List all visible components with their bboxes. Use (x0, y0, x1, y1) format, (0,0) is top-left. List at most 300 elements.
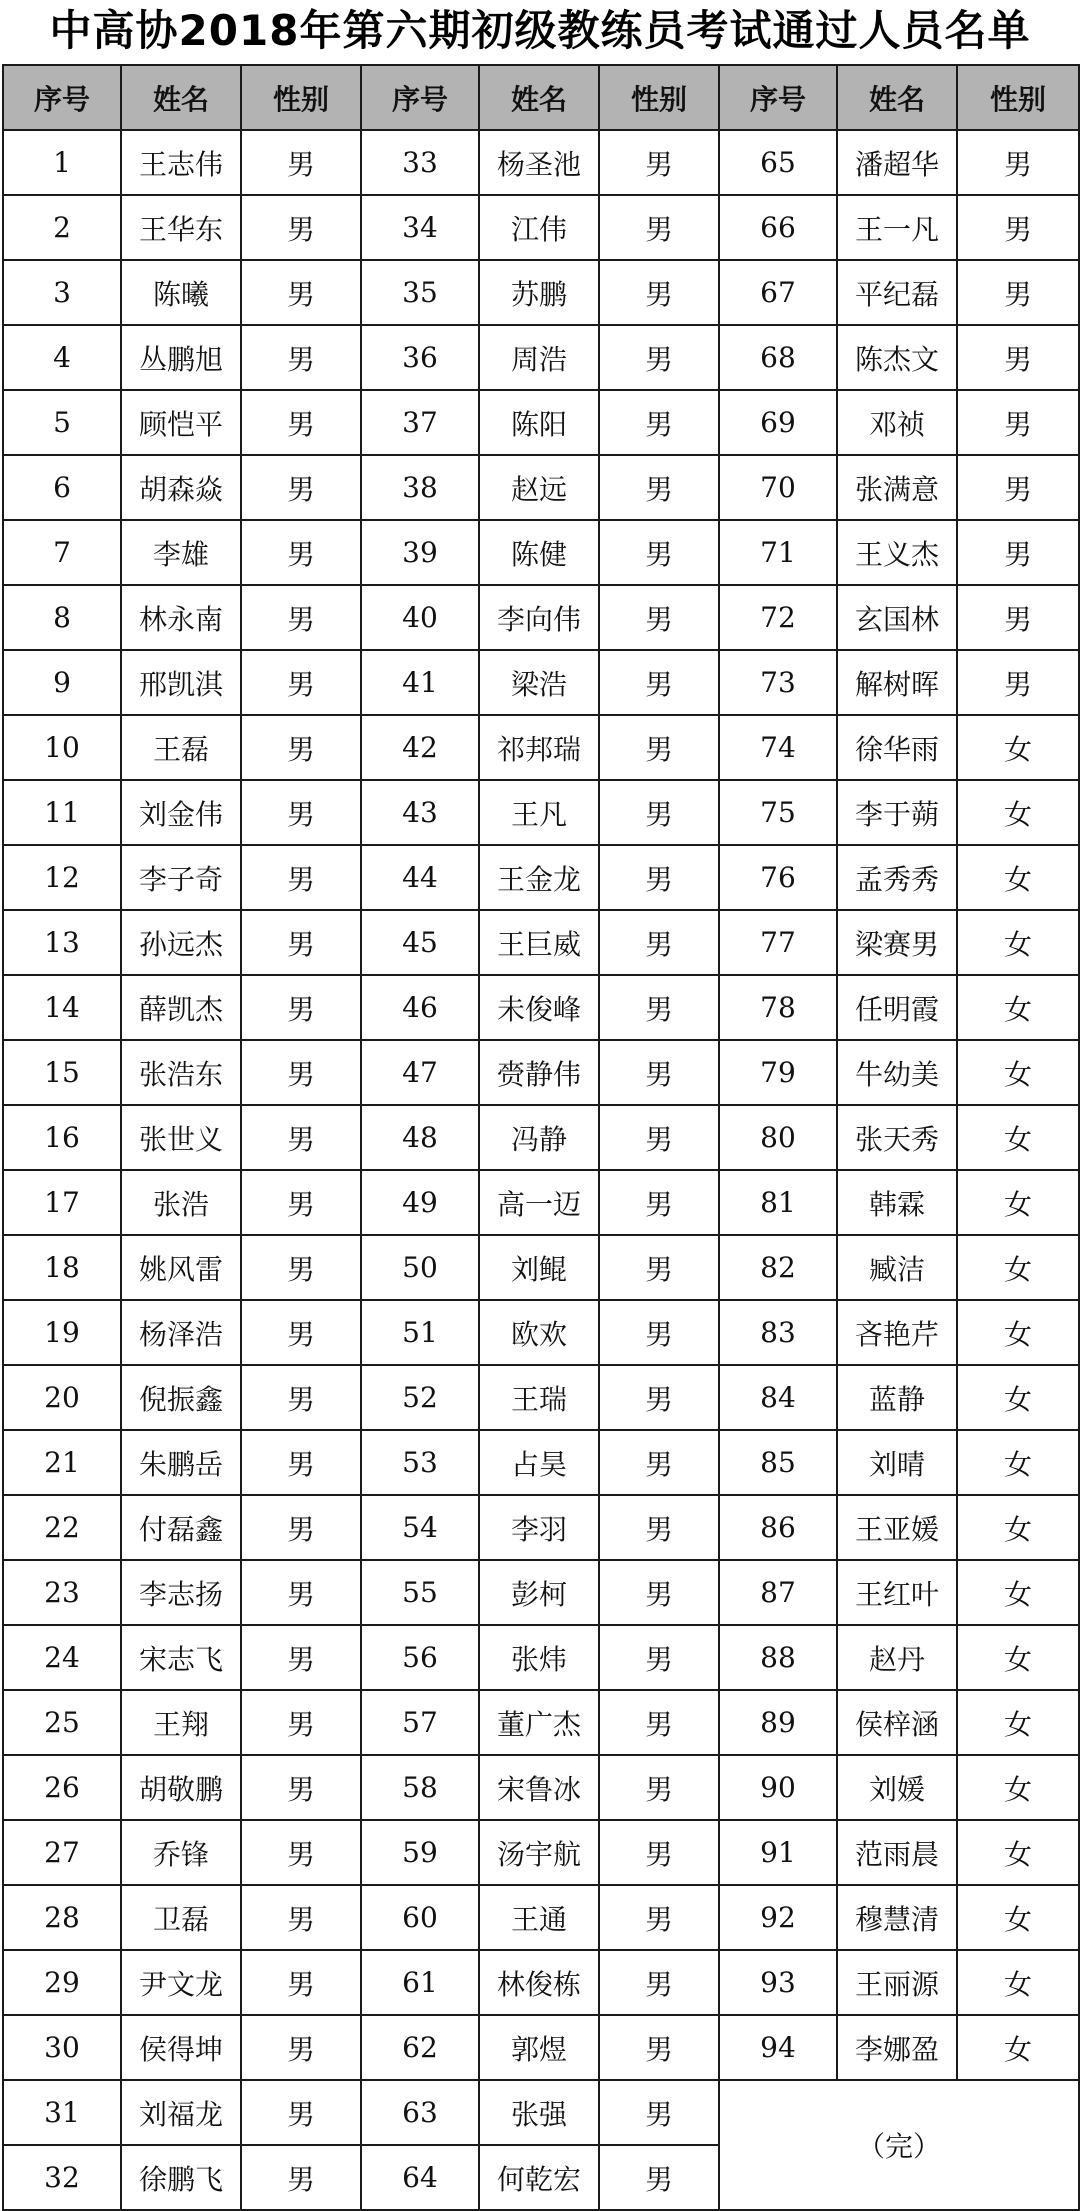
cell-seq: 58 (361, 1755, 479, 1820)
cell-gender: 男 (957, 260, 1079, 325)
cell-seq: 25 (3, 1690, 121, 1755)
cell-name: 王金龙 (479, 845, 599, 910)
cell-name: 苏鹏 (479, 260, 599, 325)
header-name: 姓名 (121, 65, 241, 130)
table-row (3, 1105, 1079, 1170)
cell-gender: 男 (599, 780, 719, 845)
cell-gender: 男 (957, 650, 1079, 715)
cell-seq: 12 (3, 845, 121, 910)
cell-name: 邓祯 (837, 390, 957, 455)
cell-seq: 2 (3, 195, 121, 260)
cell-seq: 84 (719, 1365, 837, 1430)
cell-name: 胡森焱 (121, 455, 241, 520)
cell-name: 何乾宏 (479, 2145, 599, 2210)
cell-seq: 81 (719, 1170, 837, 1235)
cell-seq: 88 (719, 1625, 837, 1690)
cell-gender: 男 (241, 1755, 361, 1820)
cell-gender: 男 (241, 1430, 361, 1495)
table-row (3, 715, 1079, 780)
cell-seq: 53 (361, 1430, 479, 1495)
cell-gender: 男 (241, 455, 361, 520)
cell-gender: 男 (599, 520, 719, 585)
cell-gender: 男 (241, 1560, 361, 1625)
cell-name: 王凡 (479, 780, 599, 845)
cell-name: 汤宇航 (479, 1820, 599, 1885)
cell-seq: 14 (3, 975, 121, 1040)
cell-gender: 男 (241, 130, 361, 195)
cell-gender: 男 (241, 650, 361, 715)
cell-gender: 男 (599, 2015, 719, 2080)
cell-name: 冯静 (479, 1105, 599, 1170)
end-mark: （完） (719, 2080, 1079, 2210)
cell-gender: 女 (957, 1820, 1079, 1885)
cell-name: 付磊鑫 (121, 1495, 241, 1560)
table-row (3, 390, 1079, 455)
cell-name: 陈杰文 (837, 325, 957, 390)
table-row (3, 1625, 1079, 1690)
cell-seq: 71 (719, 520, 837, 585)
table-row (3, 1170, 1079, 1235)
cell-name: 张浩东 (121, 1040, 241, 1105)
cell-seq: 41 (361, 650, 479, 715)
cell-seq: 3 (3, 260, 121, 325)
cell-gender: 男 (599, 650, 719, 715)
cell-name: 李向伟 (479, 585, 599, 650)
table-row (3, 1950, 1079, 2015)
cell-name: 卫磊 (121, 1885, 241, 1950)
cell-name: 丛鹏旭 (121, 325, 241, 390)
cell-name: 李羽 (479, 1495, 599, 1560)
cell-seq: 21 (3, 1430, 121, 1495)
cell-gender: 男 (599, 1755, 719, 1820)
cell-gender: 男 (599, 195, 719, 260)
table-row (3, 1235, 1079, 1300)
cell-seq: 60 (361, 1885, 479, 1950)
cell-name: 王磊 (121, 715, 241, 780)
cell-seq: 56 (361, 1625, 479, 1690)
cell-gender: 女 (957, 1690, 1079, 1755)
cell-name: 李子奇 (121, 845, 241, 910)
roster-body (3, 130, 1079, 2210)
table-row (3, 1690, 1079, 1755)
cell-seq: 36 (361, 325, 479, 390)
cell-seq: 23 (3, 1560, 121, 1625)
cell-seq: 1 (3, 130, 121, 195)
cell-name: 王志伟 (121, 130, 241, 195)
header-gender: 性别 (241, 65, 361, 130)
cell-seq: 65 (719, 130, 837, 195)
header-gender: 性别 (957, 65, 1079, 130)
cell-gender: 女 (957, 1105, 1079, 1170)
table-row (3, 1495, 1079, 1560)
cell-name: 邢凯淇 (121, 650, 241, 715)
cell-seq: 83 (719, 1300, 837, 1365)
cell-seq: 30 (3, 2015, 121, 2080)
cell-seq: 85 (719, 1430, 837, 1495)
cell-gender: 男 (241, 910, 361, 975)
cell-seq: 39 (361, 520, 479, 585)
table-row (3, 780, 1079, 845)
cell-gender: 男 (599, 390, 719, 455)
cell-gender: 男 (599, 585, 719, 650)
cell-seq: 67 (719, 260, 837, 325)
cell-seq: 54 (361, 1495, 479, 1560)
cell-name: 穆慧清 (837, 1885, 957, 1950)
cell-gender: 男 (599, 715, 719, 780)
table-row (3, 1820, 1079, 1885)
cell-gender: 男 (241, 1495, 361, 1560)
cell-seq: 20 (3, 1365, 121, 1430)
cell-name: 王义杰 (837, 520, 957, 585)
cell-name: 赍静伟 (479, 1040, 599, 1105)
cell-gender: 男 (599, 260, 719, 325)
cell-gender: 女 (957, 845, 1079, 910)
cell-gender: 男 (957, 195, 1079, 260)
table-row (3, 2015, 1079, 2080)
cell-gender: 男 (599, 2145, 719, 2210)
cell-name: 林俊栋 (479, 1950, 599, 2015)
cell-name: 侯得坤 (121, 2015, 241, 2080)
cell-name: 张浩 (121, 1170, 241, 1235)
cell-name: 徐鹏飞 (121, 2145, 241, 2210)
cell-name: 周浩 (479, 325, 599, 390)
cell-seq: 66 (719, 195, 837, 260)
cell-gender: 男 (241, 1300, 361, 1365)
cell-gender: 男 (957, 325, 1079, 390)
cell-name: 孙远杰 (121, 910, 241, 975)
cell-name: 薛凯杰 (121, 975, 241, 1040)
cell-gender: 男 (599, 455, 719, 520)
cell-name: 王红叶 (837, 1560, 957, 1625)
cell-name: 范雨晨 (837, 1820, 957, 1885)
cell-seq: 51 (361, 1300, 479, 1365)
cell-name: 陈健 (479, 520, 599, 585)
cell-seq: 55 (361, 1560, 479, 1625)
cell-gender: 女 (957, 1885, 1079, 1950)
cell-gender: 男 (599, 1560, 719, 1625)
cell-name: 杨泽浩 (121, 1300, 241, 1365)
cell-seq: 43 (361, 780, 479, 845)
table-row (3, 130, 1079, 195)
table-row (3, 1430, 1079, 1495)
roster-table (2, 64, 1080, 2211)
cell-name: 郭煜 (479, 2015, 599, 2080)
cell-gender: 男 (241, 845, 361, 910)
cell-name: 祁邦瑞 (479, 715, 599, 780)
cell-gender: 男 (241, 1365, 361, 1430)
cell-name: 王丽源 (837, 1950, 957, 2015)
cell-seq: 90 (719, 1755, 837, 1820)
cell-gender: 男 (599, 910, 719, 975)
cell-name: 牛幼美 (837, 1040, 957, 1105)
cell-seq: 4 (3, 325, 121, 390)
table-row (3, 975, 1079, 1040)
cell-seq: 47 (361, 1040, 479, 1105)
cell-name: 姚风雷 (121, 1235, 241, 1300)
header-name: 姓名 (837, 65, 957, 130)
cell-name: 欧欢 (479, 1300, 599, 1365)
cell-name: 王翔 (121, 1690, 241, 1755)
cell-gender: 男 (241, 520, 361, 585)
cell-name: 蓝静 (837, 1365, 957, 1430)
cell-seq: 59 (361, 1820, 479, 1885)
cell-gender: 男 (599, 1430, 719, 1495)
cell-gender: 男 (599, 325, 719, 390)
cell-name: 张天秀 (837, 1105, 957, 1170)
cell-name: 赵丹 (837, 1625, 957, 1690)
cell-seq: 70 (719, 455, 837, 520)
cell-gender: 女 (957, 1170, 1079, 1235)
cell-name: 陈阳 (479, 390, 599, 455)
cell-seq: 37 (361, 390, 479, 455)
cell-seq: 91 (719, 1820, 837, 1885)
cell-gender: 女 (957, 1365, 1079, 1430)
cell-name: 朱鹏岳 (121, 1430, 241, 1495)
table-row (3, 1300, 1079, 1365)
table-row (3, 1040, 1079, 1105)
cell-name: 玄国林 (837, 585, 957, 650)
cell-seq: 5 (3, 390, 121, 455)
cell-name: 董广杰 (479, 1690, 599, 1755)
cell-gender: 男 (957, 585, 1079, 650)
table-row (3, 455, 1079, 520)
cell-gender: 男 (599, 1235, 719, 1300)
cell-name: 王瑞 (479, 1365, 599, 1430)
cell-gender: 女 (957, 910, 1079, 975)
cell-name: 刘金伟 (121, 780, 241, 845)
cell-gender: 男 (241, 2145, 361, 2210)
cell-name: 张满意 (837, 455, 957, 520)
cell-seq: 11 (3, 780, 121, 845)
cell-gender: 男 (599, 130, 719, 195)
cell-name: 张炜 (479, 1625, 599, 1690)
cell-name: 刘晴 (837, 1430, 957, 1495)
cell-seq: 79 (719, 1040, 837, 1105)
cell-gender: 男 (599, 1300, 719, 1365)
cell-gender: 男 (599, 975, 719, 1040)
cell-seq: 38 (361, 455, 479, 520)
cell-gender: 男 (599, 1495, 719, 1560)
cell-gender: 男 (957, 130, 1079, 195)
cell-gender: 男 (599, 1040, 719, 1105)
cell-seq: 9 (3, 650, 121, 715)
cell-gender: 女 (957, 1430, 1079, 1495)
cell-name: 倪振鑫 (121, 1365, 241, 1430)
cell-gender: 男 (241, 1820, 361, 1885)
cell-name: 刘鲲 (479, 1235, 599, 1300)
cell-seq: 77 (719, 910, 837, 975)
header-gender: 性别 (599, 65, 719, 130)
table-row (3, 260, 1079, 325)
cell-gender: 女 (957, 975, 1079, 1040)
cell-gender: 男 (599, 1885, 719, 1950)
cell-name: 王一凡 (837, 195, 957, 260)
table-row (3, 1365, 1079, 1430)
cell-seq: 63 (361, 2080, 479, 2145)
cell-seq: 61 (361, 1950, 479, 2015)
cell-seq: 52 (361, 1365, 479, 1430)
cell-seq: 40 (361, 585, 479, 650)
cell-seq: 22 (3, 1495, 121, 1560)
cell-seq: 76 (719, 845, 837, 910)
cell-seq: 49 (361, 1170, 479, 1235)
document-title: 中高协2018年第六期初级教练员考试通过人员名单 (49, 6, 1031, 55)
header-seq: 序号 (3, 65, 121, 130)
cell-name: 高一迈 (479, 1170, 599, 1235)
cell-gender: 男 (599, 1170, 719, 1235)
cell-seq: 10 (3, 715, 121, 780)
cell-gender: 男 (241, 715, 361, 780)
cell-gender: 女 (957, 1560, 1079, 1625)
cell-seq: 78 (719, 975, 837, 1040)
cell-gender: 女 (957, 2015, 1079, 2080)
cell-seq: 68 (719, 325, 837, 390)
cell-name: 张强 (479, 2080, 599, 2145)
cell-gender: 女 (957, 1950, 1079, 2015)
cell-gender: 女 (957, 1300, 1079, 1365)
cell-name: 王华东 (121, 195, 241, 260)
cell-name: 王通 (479, 1885, 599, 1950)
cell-seq: 50 (361, 1235, 479, 1300)
cell-seq: 16 (3, 1105, 121, 1170)
cell-seq: 17 (3, 1170, 121, 1235)
cell-name: 孟秀秀 (837, 845, 957, 910)
cell-name: 未俊峰 (479, 975, 599, 1040)
table-row (3, 910, 1079, 975)
cell-gender: 男 (241, 1625, 361, 1690)
header-name: 姓名 (479, 65, 599, 130)
cell-name: 宋鲁冰 (479, 1755, 599, 1820)
cell-seq: 73 (719, 650, 837, 715)
cell-seq: 29 (3, 1950, 121, 2015)
cell-seq: 69 (719, 390, 837, 455)
table-row (3, 845, 1079, 910)
cell-gender: 男 (241, 1235, 361, 1300)
cell-name: 占昊 (479, 1430, 599, 1495)
cell-seq: 15 (3, 1040, 121, 1105)
cell-name: 平纪磊 (837, 260, 957, 325)
cell-name: 李雄 (121, 520, 241, 585)
cell-seq: 19 (3, 1300, 121, 1365)
cell-seq: 89 (719, 1690, 837, 1755)
cell-name: 胡敬鹏 (121, 1755, 241, 1820)
cell-seq: 28 (3, 1885, 121, 1950)
cell-gender: 女 (957, 1495, 1079, 1560)
cell-name: 尹文龙 (121, 1950, 241, 2015)
cell-gender: 男 (241, 1885, 361, 1950)
cell-seq: 7 (3, 520, 121, 585)
cell-gender: 男 (241, 195, 361, 260)
cell-name: 韩霖 (837, 1170, 957, 1235)
cell-gender: 男 (957, 520, 1079, 585)
table-row (3, 1560, 1079, 1625)
cell-seq: 6 (3, 455, 121, 520)
cell-seq: 35 (361, 260, 479, 325)
cell-seq: 18 (3, 1235, 121, 1300)
cell-seq: 62 (361, 2015, 479, 2080)
cell-gender: 男 (241, 390, 361, 455)
table-row (3, 650, 1079, 715)
cell-gender: 男 (241, 585, 361, 650)
cell-seq: 48 (361, 1105, 479, 1170)
cell-gender: 男 (241, 1950, 361, 2015)
cell-name: 李娜盈 (837, 2015, 957, 2080)
cell-gender: 男 (599, 1820, 719, 1885)
cell-gender: 男 (241, 975, 361, 1040)
cell-name: 任明霞 (837, 975, 957, 1040)
table-row (3, 1755, 1079, 1820)
cell-gender: 女 (957, 1625, 1079, 1690)
cell-seq: 42 (361, 715, 479, 780)
cell-seq: 82 (719, 1235, 837, 1300)
cell-name: 陈曦 (121, 260, 241, 325)
cell-name: 刘福龙 (121, 2080, 241, 2145)
cell-gender: 男 (599, 1625, 719, 1690)
cell-gender: 男 (599, 2080, 719, 2145)
cell-name: 臧洁 (837, 1235, 957, 1300)
header-row (3, 65, 1079, 130)
cell-name: 李志扬 (121, 1560, 241, 1625)
cell-name: 江伟 (479, 195, 599, 260)
cell-gender: 男 (599, 845, 719, 910)
cell-seq: 87 (719, 1560, 837, 1625)
cell-name: 解树晖 (837, 650, 957, 715)
cell-gender: 男 (241, 1170, 361, 1235)
cell-seq: 46 (361, 975, 479, 1040)
cell-gender: 男 (241, 1690, 361, 1755)
cell-seq: 24 (3, 1625, 121, 1690)
cell-name: 梁赛男 (837, 910, 957, 975)
cell-name: 宋志飞 (121, 1625, 241, 1690)
cell-seq: 93 (719, 1950, 837, 2015)
cell-gender: 男 (599, 1690, 719, 1755)
cell-gender: 女 (957, 1235, 1079, 1300)
header-seq: 序号 (361, 65, 479, 130)
cell-seq: 32 (3, 2145, 121, 2210)
cell-seq: 44 (361, 845, 479, 910)
cell-name: 刘媛 (837, 1755, 957, 1820)
cell-gender: 男 (957, 390, 1079, 455)
cell-name: 吝艳芹 (837, 1300, 957, 1365)
cell-gender: 男 (599, 1365, 719, 1430)
cell-gender: 女 (957, 1755, 1079, 1820)
table-row (3, 2080, 1079, 2145)
header-seq: 序号 (719, 65, 837, 130)
cell-name: 杨圣池 (479, 130, 599, 195)
table-row (3, 1885, 1079, 1950)
cell-seq: 13 (3, 910, 121, 975)
cell-name: 徐华雨 (837, 715, 957, 780)
cell-seq: 75 (719, 780, 837, 845)
cell-name: 侯梓涵 (837, 1690, 957, 1755)
cell-name: 彭柯 (479, 1560, 599, 1625)
cell-name: 顾恺平 (121, 390, 241, 455)
cell-name: 乔锋 (121, 1820, 241, 1885)
cell-gender: 男 (241, 2080, 361, 2145)
cell-seq: 57 (361, 1690, 479, 1755)
cell-name: 王亚媛 (837, 1495, 957, 1560)
cell-seq: 8 (3, 585, 121, 650)
cell-seq: 33 (361, 130, 479, 195)
cell-seq: 27 (3, 1820, 121, 1885)
cell-seq: 74 (719, 715, 837, 780)
table-row (3, 520, 1079, 585)
table-row (3, 585, 1079, 650)
cell-gender: 男 (241, 1040, 361, 1105)
cell-name: 赵远 (479, 455, 599, 520)
table-row (3, 195, 1079, 260)
cell-name: 张世义 (121, 1105, 241, 1170)
